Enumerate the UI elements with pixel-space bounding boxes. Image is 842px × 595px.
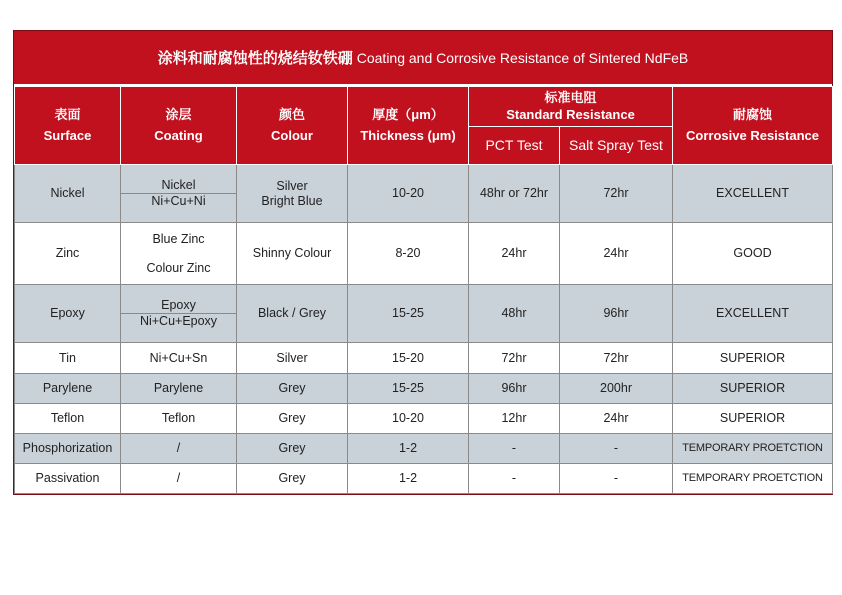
header-standard-zh: 标准电阻 — [544, 90, 597, 106]
cell-colour: Shinny Colour — [237, 223, 348, 285]
cell-salt: - — [560, 434, 673, 464]
cell-salt: 72hr — [560, 343, 673, 374]
cell-salt: - — [560, 464, 673, 494]
title-english: Coating and Corrosive Resistance of Sintered NdFeB — [356, 49, 689, 66]
header-surface-zh: 表面 — [54, 106, 81, 122]
cell-salt: 24hr — [560, 223, 673, 285]
cell-thickness: 15-25 — [348, 374, 469, 404]
header-thickness-zh: 厚度（μm） — [372, 106, 444, 122]
cell-resistance: TEMPORARY PROETCTION — [673, 434, 833, 464]
cell-salt: 24hr — [560, 404, 673, 434]
cell-coating: / — [121, 464, 237, 494]
cell-surface: Zinc — [15, 223, 121, 285]
colour-line: Silver — [276, 178, 308, 193]
cell-resistance: SUPERIOR — [673, 374, 833, 404]
table-row — [15, 374, 833, 404]
cell-resistance: SUPERIOR — [673, 404, 833, 434]
header-standard-en: Standard Resistance — [506, 106, 635, 122]
cell-colour — [237, 165, 348, 223]
cell-pct: 12hr — [469, 404, 560, 434]
cell-salt: 96hr — [560, 285, 673, 343]
cell-coating — [121, 285, 237, 343]
cell-pct: - — [469, 464, 560, 494]
cell-coating: Ni+Cu+Sn — [121, 343, 237, 374]
header-coating-zh: 涂层 — [165, 106, 192, 122]
header-salt-spray-test: Salt Spray Test — [560, 127, 673, 165]
cell-pct: 72hr — [469, 343, 560, 374]
cell-colour: Black / Grey — [237, 285, 348, 343]
cell-pct: 24hr — [469, 223, 560, 285]
cell-pct: 96hr — [469, 374, 560, 404]
coating-resistance-sheet — [13, 30, 833, 495]
cell-surface: Tin — [15, 343, 121, 374]
cell-surface: Nickel — [15, 165, 121, 223]
header-colour — [237, 87, 348, 165]
title-chinese: 涂料和耐腐蚀性的烧结钕铁硼 — [157, 50, 353, 67]
cell-thickness: 15-25 — [348, 285, 469, 343]
cell-coating — [121, 223, 237, 285]
table-row — [15, 285, 833, 343]
cell-colour: Grey — [237, 464, 348, 494]
coating-table — [14, 86, 833, 494]
table-row — [15, 404, 833, 434]
header-surface — [15, 87, 121, 165]
cell-colour: Grey — [237, 434, 348, 464]
coating-option: Blue Zinc — [152, 231, 205, 246]
cell-salt: 72hr — [560, 165, 673, 223]
cell-resistance: TEMPORARY PROETCTION — [673, 464, 833, 494]
cell-resistance: SUPERIOR — [673, 343, 833, 374]
cell-colour: Grey — [237, 374, 348, 404]
header-colour-en: Colour — [271, 127, 313, 143]
cell-coating: Parylene — [121, 374, 237, 404]
cell-thickness: 8-20 — [348, 223, 469, 285]
cell-salt: 200hr — [560, 374, 673, 404]
header-colour-zh: 颜色 — [278, 106, 305, 122]
cell-coating: / — [121, 434, 237, 464]
cell-resistance: EXCELLENT — [673, 165, 833, 223]
cell-pct: - — [469, 434, 560, 464]
cell-thickness: 10-20 — [348, 404, 469, 434]
cell-pct: 48hr or 72hr — [469, 165, 560, 223]
header-corrosive-zh: 耐腐蚀 — [733, 106, 773, 122]
header-thickness-en: Thickness (μm) — [360, 127, 456, 143]
cell-coating: Teflon — [121, 404, 237, 434]
header-corrosive-resistance — [673, 87, 833, 165]
cell-thickness: 1-2 — [348, 464, 469, 494]
coating-option: Epoxy — [121, 298, 236, 314]
table-row — [15, 434, 833, 464]
cell-surface: Epoxy — [15, 285, 121, 343]
cell-resistance: GOOD — [673, 223, 833, 285]
table-row — [15, 464, 833, 494]
coating-option: Ni+Cu+Epoxy — [139, 314, 218, 328]
cell-colour: Silver — [237, 343, 348, 374]
table-title — [14, 31, 832, 86]
cell-thickness: 1-2 — [348, 434, 469, 464]
cell-surface: Passivation — [15, 464, 121, 494]
table-row — [15, 165, 833, 223]
coating-option: Colour Zinc — [146, 260, 211, 275]
header-surface-en: Surface — [43, 127, 92, 143]
cell-coating — [121, 165, 237, 223]
table-row — [15, 343, 833, 374]
cell-colour: Grey — [237, 404, 348, 434]
cell-surface: Phosphorization — [15, 434, 121, 464]
cell-surface: Teflon — [15, 404, 121, 434]
colour-line: Bright Blue — [261, 193, 323, 208]
coating-option: Nickel — [121, 178, 236, 194]
header-pct-test: PCT Test — [469, 127, 560, 165]
cell-thickness: 15-20 — [348, 343, 469, 374]
cell-surface: Parylene — [15, 374, 121, 404]
header-standard-resistance — [469, 87, 673, 127]
header-coating-en: Coating — [154, 127, 203, 143]
header-corrosive-en: Corrosive Resistance — [686, 127, 819, 143]
cell-pct: 48hr — [469, 285, 560, 343]
cell-resistance: EXCELLENT — [673, 285, 833, 343]
header-coating — [121, 87, 237, 165]
header-thickness — [348, 87, 469, 165]
table-row — [15, 223, 833, 285]
cell-thickness: 10-20 — [348, 165, 469, 223]
coating-option: Ni+Cu+Ni — [151, 194, 206, 208]
